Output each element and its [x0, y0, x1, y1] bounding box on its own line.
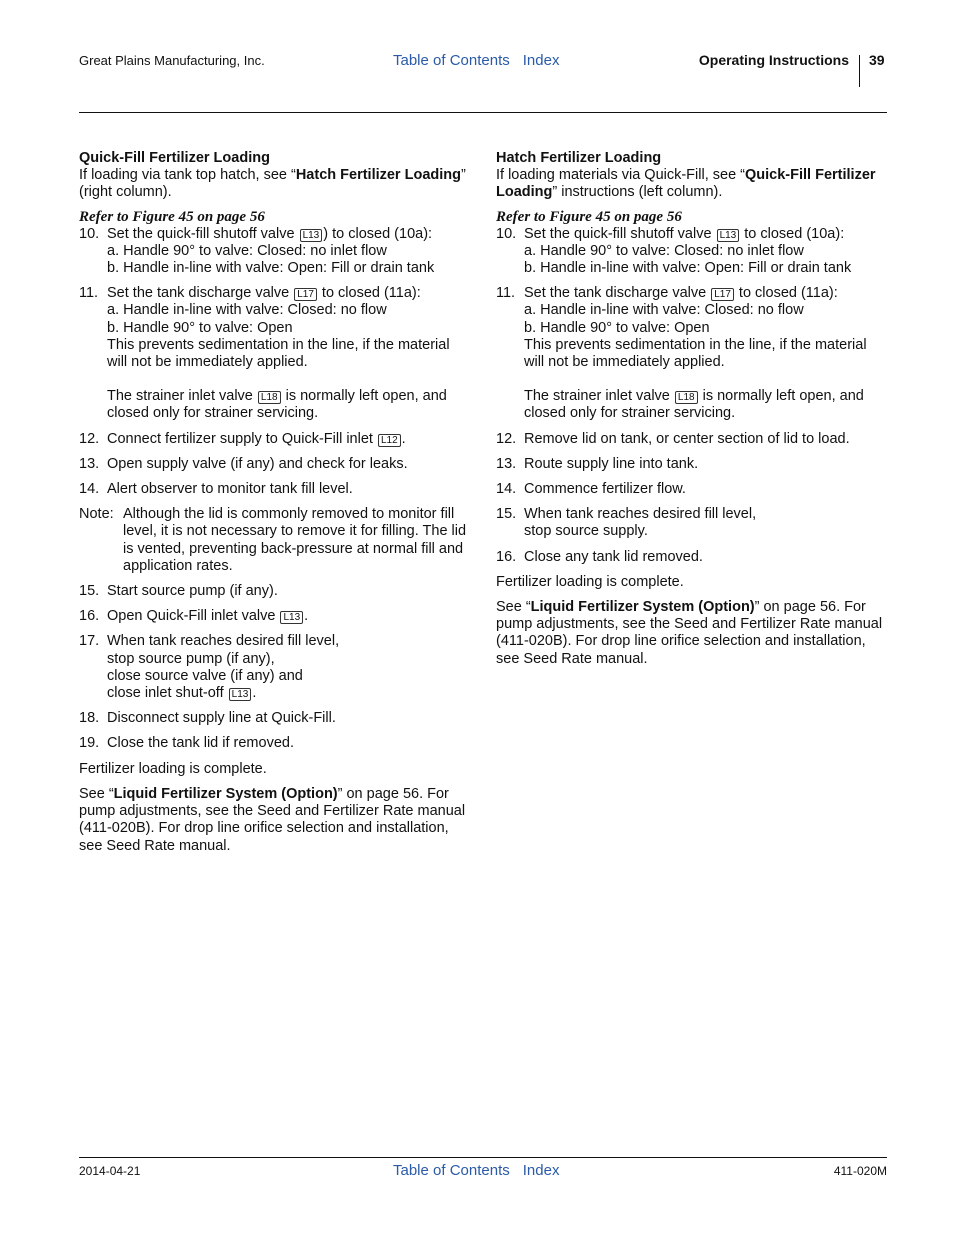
label-l13-icon: L13 — [717, 229, 740, 242]
figure-reference: Refer to Figure 45 on page 56 — [79, 208, 265, 225]
quickfill-loading-ref: Quick-Fill Fertilizer Loading — [496, 167, 876, 201]
footer-nav — [393, 1162, 559, 1179]
toc-link[interactable]: Table of Contents — [393, 1162, 510, 1179]
liquid-system-ref: Liquid Fertilizer System (Option) — [113, 785, 338, 802]
index-link[interactable]: Index — [522, 1162, 560, 1179]
header-rule — [79, 112, 887, 113]
toc-link[interactable]: Table of Contents — [393, 52, 510, 69]
label-l18-icon: L18 — [675, 391, 698, 404]
step-15: 15. When tank reaches desired fill level, stop source supply. — [496, 506, 757, 540]
step-10: 10. Set the quick-fill shutoff valve L13 ) to closed (10a): a. Handle 90° to valve: Closed: no inlet flow b. Handle in-line with valve: Open: Fill or drain tank — [79, 225, 435, 277]
see-also-paragraph: See “Liquid Fertilizer System (Option)” on page 56. For pump adjustments, see the Seed and Fertilizer Rate manual (411-020B). For drop line orifice selection and installation, see Seed Rate manual. — [79, 785, 466, 854]
figure-reference: Refer to Figure 45 on page 56 — [496, 208, 682, 225]
right-heading: Hatch Fertilizer Loading — [496, 150, 662, 166]
step-13: 13. Open supply valve (if any) and check for leaks. — [79, 455, 408, 472]
page-number: 39 — [869, 52, 885, 68]
left-column — [79, 150, 471, 855]
label-l13-icon: L13 — [280, 611, 303, 624]
company-name: Great Plains Manufacturing, Inc. — [79, 53, 265, 68]
completion-text: Fertilizer loading is complete. — [496, 573, 684, 590]
label-l13-icon: L13 — [229, 688, 252, 701]
note: Note: Although the lid is commonly removed to monitor fill level, it is not necessary to remove it for filling. The lid is vented, preventing back-pressure at normal fill and application rates. — [79, 506, 467, 574]
step-12: 12. Remove lid on tank, or center section of lid to load. — [496, 430, 850, 447]
left-heading: Quick-Fill Fertilizer Loading — [79, 150, 270, 166]
section-title: Operating Instructions — [698, 52, 849, 68]
step-14: 14. Alert observer to monitor tank fill level. — [79, 481, 353, 498]
label-l12-icon: L12 — [378, 434, 401, 447]
step-15: 15. Start source pump (if any). — [79, 583, 278, 600]
document-number: 411-020M — [833, 1164, 887, 1178]
publish-date: 2014-04-21 — [79, 1164, 141, 1178]
step-18: 18. Disconnect supply line at Quick-Fill. — [79, 710, 336, 727]
header-nav — [393, 52, 559, 69]
see-also-paragraph: See “Liquid Fertilizer System (Option)” on page 56. For pump adjustments, see the Seed and Fertilizer Rate manual (411-020B). For drop line orifice selection and installation, see Seed Rate manual. — [496, 599, 883, 667]
step-19: 19. Close the tank lid if removed. — [79, 735, 294, 752]
index-link[interactable]: Index — [522, 52, 560, 69]
step-14: 14. Commence fertilizer flow. — [496, 481, 686, 498]
step-11: 11. Set the tank discharge valve L17 to closed (11a): a. Handle in-line with valve: Closed: no flow b. Handle 90° to valve: Open This prevents sedimentation in the line, if the material will not be immediately applied. The strainer inlet valve L18 is normally left open, and closed only for strainer servicing. — [79, 285, 450, 422]
step-16: 16. Close any tank lid removed. — [496, 548, 703, 565]
label-l17-icon: L17 — [294, 288, 317, 301]
step-17: 17. When tank reaches desired fill level, stop source pump (if any), close source valve (if any) and close inlet shut-off L13 . — [79, 633, 340, 702]
right-intro: If loading materials via Quick-Fill, see “Quick-Fill Fertilizer Loading” instructions (left column). — [496, 167, 876, 201]
step-10: 10. Set the quick-fill shutoff valve L13 to closed (10a): a. Handle 90° to valve: Closed: no inlet flow b. Handle in-line with valve: Open: Fill or drain tank — [496, 225, 852, 277]
hatch-loading-ref: Hatch Fertilizer Loading — [295, 167, 461, 184]
completion-text: Fertilizer loading is complete. — [79, 760, 267, 777]
liquid-system-ref: Liquid Fertilizer System (Option) — [530, 599, 755, 616]
label-l18-icon: L18 — [258, 391, 281, 404]
label-l13-icon: L13 — [300, 229, 323, 242]
step-16: 16. Open Quick-Fill inlet valve L13 . — [79, 608, 309, 625]
step-11: 11. Set the tank discharge valve L17 to closed (11a): a. Handle in-line with valve: Closed: no flow b. Handle 90° to valve: Open This prevents sedimentation in the line, if the material will not be immediately applied. The strainer inlet valve L18 is normally left open, and closed only for strainer servicing. — [496, 285, 867, 422]
right-column — [496, 150, 888, 668]
header-divider — [859, 55, 860, 87]
step-12: 12. Connect fertilizer supply to Quick-Fill inlet L12 . — [79, 430, 406, 447]
left-intro: If loading via tank top hatch, see “Hatch Fertilizer Loading” (right column). — [79, 167, 466, 201]
footer-rule — [79, 1157, 887, 1158]
step-13: 13. Route supply line into tank. — [496, 455, 699, 472]
label-l17-icon: L17 — [711, 288, 734, 301]
